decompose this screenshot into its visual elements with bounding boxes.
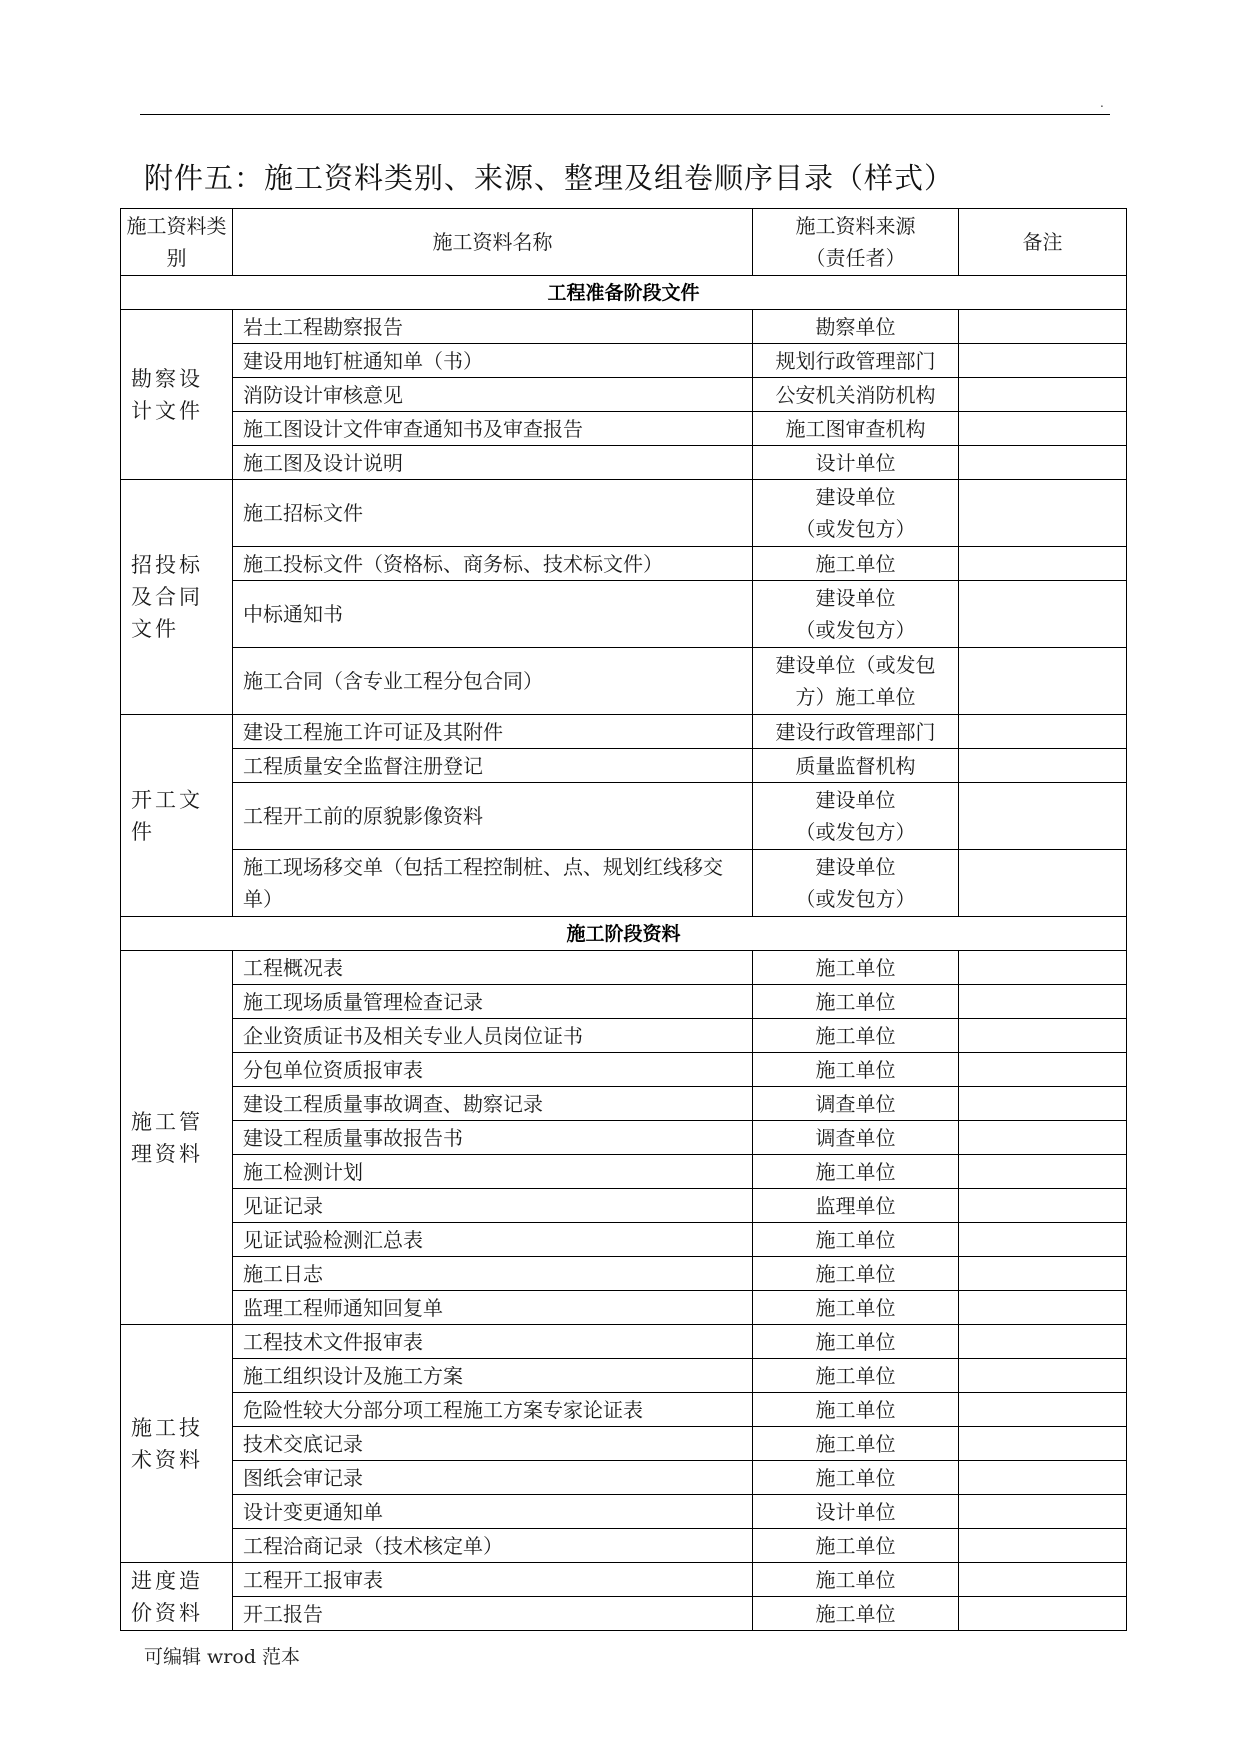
- section-title: 施工阶段资料: [121, 917, 1127, 951]
- table-row: [121, 749, 1127, 783]
- item-source-line: 公安机关消防机构: [775, 382, 936, 407]
- table-row: [121, 1427, 1127, 1461]
- category-cell: 施工管理资料: [121, 951, 233, 1325]
- item-name: 施工现场质量管理检查记录: [233, 985, 753, 1019]
- item-name: 中标通知书: [233, 581, 753, 648]
- item-source: [753, 446, 959, 480]
- item-source-line: 施工单位: [815, 1601, 896, 1626]
- item-source: [753, 480, 959, 547]
- item-name: 施工检测计划: [233, 1155, 753, 1189]
- item-remark: [959, 1393, 1127, 1427]
- item-remark: [959, 1121, 1127, 1155]
- item-name: 工程开工报审表: [233, 1563, 753, 1597]
- table-row: [121, 1597, 1127, 1631]
- item-source: [753, 1257, 959, 1291]
- item-remark: [959, 1257, 1127, 1291]
- item-remark: [959, 1461, 1127, 1495]
- section-title: 工程准备阶段文件: [121, 276, 1127, 310]
- item-name: 建设工程质量事故报告书: [233, 1121, 753, 1155]
- item-remark: [959, 850, 1127, 917]
- item-remark: [959, 480, 1127, 547]
- item-source: [753, 1121, 959, 1155]
- item-remark: [959, 378, 1127, 412]
- item-remark: [959, 1223, 1127, 1257]
- category-cell: 开工文件: [121, 715, 233, 917]
- item-remark: [959, 1563, 1127, 1597]
- item-name: 施工招标文件: [233, 480, 753, 547]
- item-source-line: 施工单位: [815, 989, 896, 1014]
- item-name: 技术交底记录: [233, 1427, 753, 1461]
- item-source-line: （或发包方）: [795, 618, 916, 642]
- item-source-line: 建设行政管理部门: [775, 719, 936, 744]
- header-source-line1: 施工资料来源: [795, 214, 916, 238]
- item-remark: [959, 749, 1127, 783]
- table-row: [121, 1495, 1127, 1529]
- item-source: [753, 581, 959, 648]
- item-source-line: 质量监督机构: [795, 753, 916, 778]
- item-source: [753, 749, 959, 783]
- item-name: 施工日志: [233, 1257, 753, 1291]
- category-cell: 招投标及合同文件: [121, 480, 233, 715]
- item-source-line: 施工单位: [815, 1329, 896, 1354]
- item-source: [753, 1359, 959, 1393]
- item-source: [753, 1189, 959, 1223]
- item-source: [753, 1223, 959, 1257]
- item-remark: [959, 985, 1127, 1019]
- item-source-line: 施工单位: [815, 1227, 896, 1252]
- item-remark: [959, 1053, 1127, 1087]
- category-cell: 进度造价资料: [121, 1563, 233, 1631]
- item-source-line: 设计单位: [815, 450, 896, 475]
- table-row: [121, 648, 1127, 715]
- item-source-line: 施工单位: [815, 1295, 896, 1320]
- header-source-line2: （责任者）: [805, 246, 906, 270]
- item-remark: [959, 715, 1127, 749]
- item-source-line: （或发包方）: [795, 820, 916, 844]
- item-source: [753, 1155, 959, 1189]
- item-source-line: 施工单位: [815, 1023, 896, 1048]
- table-row: [121, 480, 1127, 547]
- item-source: [753, 1325, 959, 1359]
- item-source-line: 施工单位: [815, 1567, 896, 1592]
- item-source: [753, 1087, 959, 1121]
- item-source: [753, 1461, 959, 1495]
- table-row: [121, 1053, 1127, 1087]
- item-name: 建设工程质量事故调查、勘察记录: [233, 1087, 753, 1121]
- table-row: [121, 1189, 1127, 1223]
- item-remark: [959, 1087, 1127, 1121]
- item-source: [753, 310, 959, 344]
- table-row: [121, 581, 1127, 648]
- item-name: 施工投标文件（资格标、商务标、技术标文件）: [233, 547, 753, 581]
- item-name: 施工合同（含专业工程分包合同）: [233, 648, 753, 715]
- item-source-line: 施工单位: [815, 1397, 896, 1422]
- item-source: [753, 547, 959, 581]
- item-source-line: 施工单位: [815, 1159, 896, 1184]
- item-remark: [959, 310, 1127, 344]
- item-source: [753, 1597, 959, 1631]
- item-remark: [959, 547, 1127, 581]
- item-source: [753, 1427, 959, 1461]
- item-source-line: 方）施工单位: [795, 685, 916, 709]
- item-name: 工程洽商记录（技术核定单）: [233, 1529, 753, 1563]
- item-remark: [959, 412, 1127, 446]
- item-source-line: 监理单位: [815, 1193, 896, 1218]
- item-name: 分包单位资质报审表: [233, 1053, 753, 1087]
- item-name: 岩土工程勘察报告: [233, 310, 753, 344]
- table-row: [121, 344, 1127, 378]
- table-row: [121, 951, 1127, 985]
- item-source-line: （或发包方）: [795, 887, 916, 911]
- item-remark: [959, 581, 1127, 648]
- item-name: 建设用地钉桩通知单（书）: [233, 344, 753, 378]
- item-name: 工程技术文件报审表: [233, 1325, 753, 1359]
- table-row: [121, 1155, 1127, 1189]
- item-source: [753, 783, 959, 850]
- item-source: [753, 1495, 959, 1529]
- item-name: 图纸会审记录: [233, 1461, 753, 1495]
- table-row: [121, 850, 1127, 917]
- item-name: 工程开工前的原貌影像资料: [233, 783, 753, 850]
- item-source-line: 施工单位: [815, 1533, 896, 1558]
- item-remark: [959, 1325, 1127, 1359]
- item-name: 企业资质证书及相关专业人员岗位证书: [233, 1019, 753, 1053]
- page-footer: 可编辑 wrod 范本: [144, 1646, 301, 1668]
- item-name: 见证记录: [233, 1189, 753, 1223]
- item-name: 设计变更通知单: [233, 1495, 753, 1529]
- item-source-line: 建设单位: [815, 855, 896, 879]
- item-name: 建设工程施工许可证及其附件: [233, 715, 753, 749]
- item-remark: [959, 1597, 1127, 1631]
- item-source: [753, 985, 959, 1019]
- item-name: 施工现场移交单（包括工程控制桩、点、规划红线移交单）: [233, 850, 753, 917]
- table-row: [121, 1087, 1127, 1121]
- item-remark: [959, 1495, 1127, 1529]
- item-source: [753, 951, 959, 985]
- header-remark: 备注: [959, 209, 1127, 276]
- table-row: [121, 412, 1127, 446]
- item-name: 施工图设计文件审查通知书及审查报告: [233, 412, 753, 446]
- item-source-line: 施工单位: [815, 551, 896, 576]
- catalog-body: [121, 209, 1127, 1631]
- table-header-row: [121, 209, 1127, 276]
- item-remark: [959, 1155, 1127, 1189]
- item-remark: [959, 1019, 1127, 1053]
- item-source-line: 施工单位: [815, 1363, 896, 1388]
- item-name: 开工报告: [233, 1597, 753, 1631]
- table-row: [121, 1019, 1127, 1053]
- item-remark: [959, 1359, 1127, 1393]
- section-row: [121, 917, 1127, 951]
- item-remark: [959, 344, 1127, 378]
- item-source-line: 设计单位: [815, 1499, 896, 1524]
- item-remark: [959, 1291, 1127, 1325]
- item-name: 工程质量安全监督注册登记: [233, 749, 753, 783]
- item-source-line: 建设单位: [815, 788, 896, 812]
- table-row: [121, 1461, 1127, 1495]
- table-row: [121, 985, 1127, 1019]
- header-mark: .: [1100, 96, 1104, 110]
- item-source-line: 建设单位（或发包: [775, 653, 936, 677]
- item-source: [753, 344, 959, 378]
- table-row: [121, 1291, 1127, 1325]
- table-row: [121, 1563, 1127, 1597]
- item-source: [753, 378, 959, 412]
- header-rule: [140, 114, 1110, 115]
- table-row: [121, 1393, 1127, 1427]
- table-row: [121, 783, 1127, 850]
- item-source-line: 规划行政管理部门: [775, 348, 936, 373]
- item-source-line: （或发包方）: [795, 517, 916, 541]
- item-source-line: 施工单位: [815, 1057, 896, 1082]
- item-name: 监理工程师通知回复单: [233, 1291, 753, 1325]
- item-source: [753, 715, 959, 749]
- item-name: 消防设计审核意见: [233, 378, 753, 412]
- table-row: [121, 446, 1127, 480]
- category-cell: 勘察设计文件: [121, 310, 233, 480]
- item-source: [753, 1393, 959, 1427]
- item-remark: [959, 1529, 1127, 1563]
- item-name: 工程概况表: [233, 951, 753, 985]
- catalog-table: [120, 208, 1127, 1631]
- item-source: [753, 850, 959, 917]
- section-row: [121, 276, 1127, 310]
- item-name: 施工组织设计及施工方案: [233, 1359, 753, 1393]
- item-source: [753, 1053, 959, 1087]
- item-source-line: 建设单位: [815, 485, 896, 509]
- item-source: [753, 1291, 959, 1325]
- item-source: [753, 1563, 959, 1597]
- table-row: [121, 1359, 1127, 1393]
- item-source-line: 施工单位: [815, 1431, 896, 1456]
- item-name: 见证试验检测汇总表: [233, 1223, 753, 1257]
- item-remark: [959, 951, 1127, 985]
- item-source: [753, 412, 959, 446]
- table-row: [121, 1257, 1127, 1291]
- table-row: [121, 547, 1127, 581]
- item-source: [753, 648, 959, 715]
- table-row: [121, 1121, 1127, 1155]
- item-remark: [959, 783, 1127, 850]
- document-title: 附件五：施工资料类别、来源、整理及组卷顺序目录（样式）: [144, 161, 955, 195]
- table-row: [121, 1529, 1127, 1563]
- table-row: [121, 715, 1127, 749]
- item-source-line: 调查单位: [815, 1091, 896, 1116]
- table-row: [121, 1223, 1127, 1257]
- table-row: [121, 378, 1127, 412]
- item-name: 施工图及设计说明: [233, 446, 753, 480]
- table-row: [121, 1325, 1127, 1359]
- item-source-line: 施工图审查机构: [785, 416, 926, 441]
- item-source-line: 调查单位: [815, 1125, 896, 1150]
- item-name: 危险性较大分部分项工程施工方案专家论证表: [233, 1393, 753, 1427]
- item-source-line: 施工单位: [815, 1465, 896, 1490]
- header-source: [753, 209, 959, 276]
- header-name: 施工资料名称: [233, 209, 753, 276]
- item-remark: [959, 1427, 1127, 1461]
- item-source-line: 施工单位: [815, 955, 896, 980]
- item-remark: [959, 446, 1127, 480]
- item-remark: [959, 648, 1127, 715]
- item-remark: [959, 1189, 1127, 1223]
- item-source-line: 勘察单位: [815, 314, 896, 339]
- item-source: [753, 1529, 959, 1563]
- category-cell: 施工技术资料: [121, 1325, 233, 1563]
- item-source: [753, 1019, 959, 1053]
- header-category: 施工资料类别: [121, 209, 233, 276]
- table-row: [121, 310, 1127, 344]
- item-source-line: 施工单位: [815, 1261, 896, 1286]
- item-source-line: 建设单位: [815, 586, 896, 610]
